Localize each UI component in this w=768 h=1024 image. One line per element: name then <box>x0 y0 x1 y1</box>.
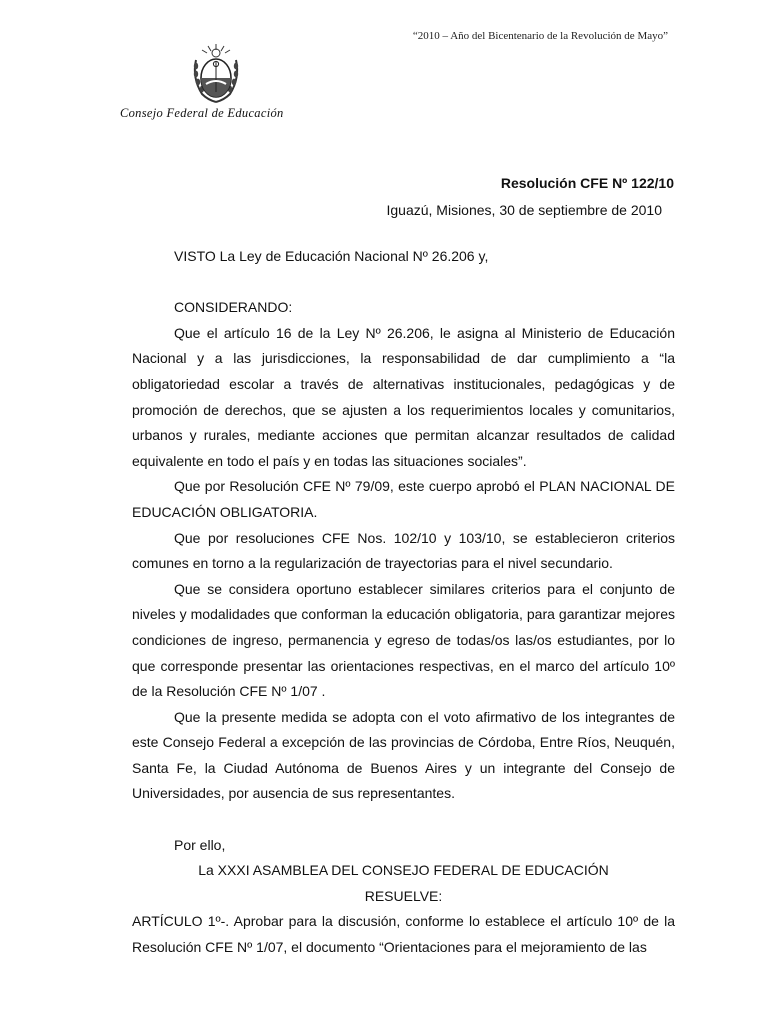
articulo-1-paragraph: ARTÍCULO 1º-. Aprobar para la discusión, conforme lo establece el artículo 10º de la Resolución CFE Nº 1/07, el documento “Orientaciones para el mejoramiento de las <box>132 913 675 956</box>
considerando-paragraph-1: Que el artículo 16 de la Ley Nº 26.206, le asigna al Ministerio de Educación Nacional y a las jurisdicciones, la responsabilidad de dar cumplimiento a “la obligatoriedad escolar a través de alternativas institucionales, pedagógicas y de promoción de derechos, que se ajusten a los requerimientos locales y comunitarios, urbanos y rurales, mediante acciones que permitan alcanzar resultados de calidad equivalente en todo el país y en todas las situaciones sociales”. <box>132 324 675 469</box>
por-ello-line: Por ello, <box>174 836 226 853</box>
considerando-paragraph-5: Que la presente medida se adopta con el voto afirmativo de los integrantes de este Consejo Federal a excepción de las provincias de Córdoba, Entre Ríos, Neuquén, Santa Fe, la Ciudad Autónoma de Buenos Aires y un integrante del Consejo de Universidades, por ausencia de sus representantes. <box>132 708 675 802</box>
header-motto: “2010 – Año del Bicentenario de la Revolución de Mayo” <box>412 30 668 42</box>
asamblea-heading: La XXXI ASAMBLEA DEL CONSEJO FEDERAL DE EDUCACIÓN <box>198 862 609 879</box>
organization-name: Consejo Federal de Educación <box>120 106 284 120</box>
document-body <box>132 244 675 961</box>
resuelve-heading: RESUELVE: <box>364 887 443 904</box>
considerando-paragraph-3: Que por resoluciones CFE Nos. 102/10 y 103/10, se establecieron criterios comunes en torno a la regularización de trayectorias para el nivel secundario. <box>132 529 675 572</box>
national-coat-of-arms-icon <box>188 42 244 106</box>
considerando-heading: CONSIDERANDO: <box>174 299 293 316</box>
resolution-place-date: Iguazú, Misiones, 30 de septiembre de 2010 <box>386 202 662 218</box>
spacer <box>132 270 675 296</box>
spacer <box>132 807 675 833</box>
considerando-paragraph-2: Que por Resolución CFE Nº 79/09, este cuerpo aprobó el PLAN NACIONAL DE EDUCACIÓN OBLIGATORIA. <box>132 478 675 520</box>
resolution-title: Resolución CFE Nº 122/10 <box>500 175 674 191</box>
considerando-paragraph-4: Que se considera oportuno establecer similares criterios para el conjunto de niveles y modalidades que conforman la educación obligatoria, para garantizar mejores condiciones de ingreso, permanencia y egreso de todas/os las/os estudiantes, por lo que corresponde presentar las orientaciones respectivas, en el marco del artículo 10º de la Resolución CFE Nº 1/07 . <box>132 580 675 700</box>
visto-paragraph: VISTO La Ley de Educación Nacional Nº 26.206 y, <box>174 248 489 264</box>
